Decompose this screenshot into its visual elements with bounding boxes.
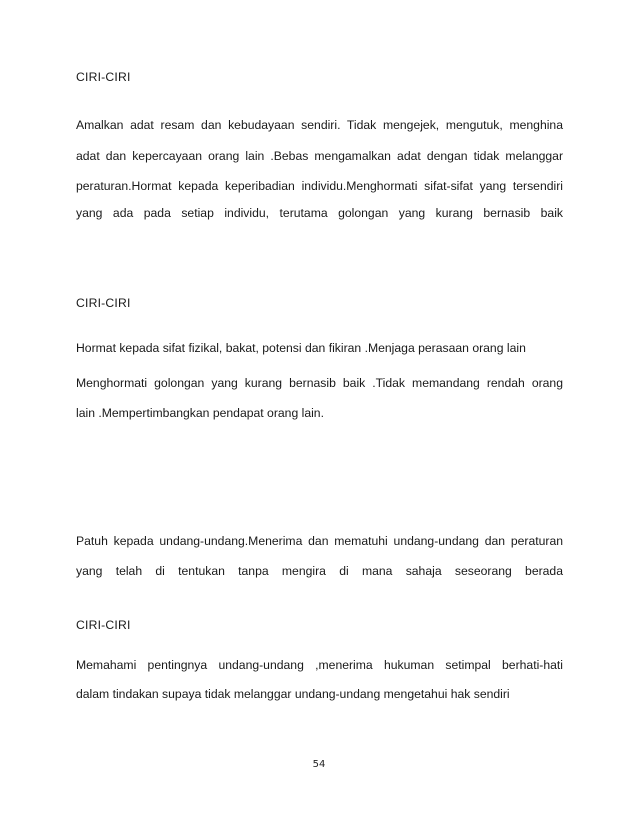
section-3-intro-line-2: yang telah di tentukan tanpa mengira di mana sahaja seseorang berada [76, 564, 563, 578]
section-1-heading: CIRI-CIRI [76, 70, 131, 84]
section-2-line-3: lain .Mempertimbangkan pendapat orang lain. [76, 406, 324, 420]
section-3-intro-line-1: Patuh kepada undang-undang.Menerima dan mematuhi undang-undang dan peraturan [76, 534, 563, 548]
section-2-heading: CIRI-CIRI [76, 296, 131, 310]
section-3-heading: CIRI-CIRI [76, 618, 131, 632]
page-number: 54 [312, 759, 326, 770]
section-3-line-1: Memahami pentingnya undang-undang ,menerima hukuman setimpal berhati-hati [76, 658, 563, 672]
section-1-line-2: adat dan kepercayaan orang lain .Bebas mengamalkan adat dengan tidak melanggar [76, 149, 563, 163]
section-1-line-1: Amalkan adat resam dan kebudayaan sendiri. Tidak mengejek, mengutuk, menghina [76, 118, 563, 132]
section-2-line-1: Hormat kepada sifat fizikal, bakat, potensi dan fikiran .Menjaga perasaan orang lain [76, 341, 526, 355]
section-2-line-2: Menghormati golongan yang kurang bernasib baik .Tidak memandang rendah orang [76, 376, 563, 390]
section-1-line-3: peraturan.Hormat kepada keperibadian individu.Menghormati sifat-sifat yang tersendiri [76, 179, 563, 193]
section-1-line-4: yang ada pada setiap individu, terutama golongan yang kurang bernasib baik [76, 206, 563, 220]
section-3-line-2: dalam tindakan supaya tidak melanggar undang-undang mengetahui hak sendiri [76, 687, 510, 701]
